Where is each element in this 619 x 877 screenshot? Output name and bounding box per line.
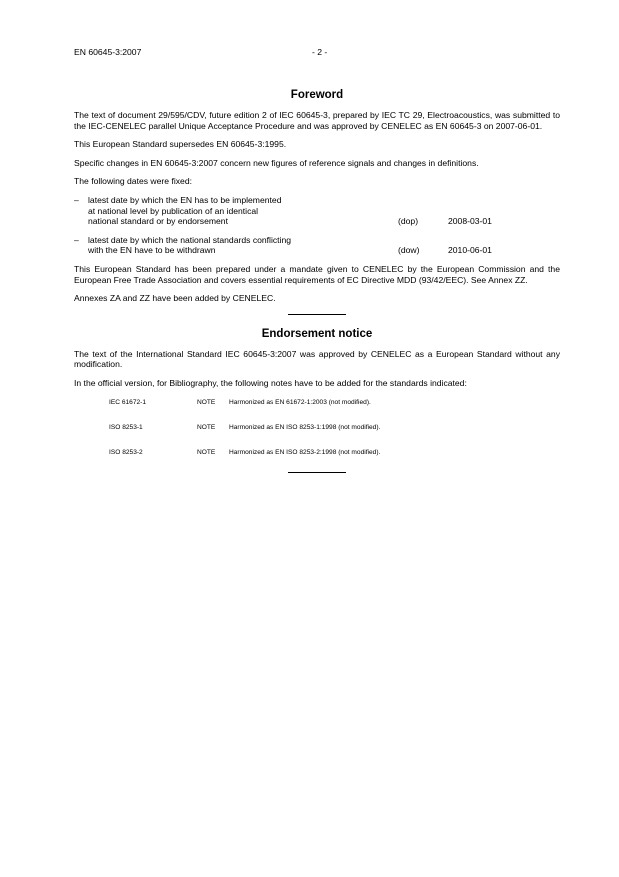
note-row bbox=[74, 422, 560, 434]
foreword-paragraph: The following dates were fixed: bbox=[74, 176, 192, 187]
section-separator bbox=[288, 472, 346, 473]
list-line: latest date by which the EN has to be implemented bbox=[88, 194, 282, 205]
endorsement-paragraph: In the official version, for Bibliography, the following notes have to be added for the standards indicated: bbox=[74, 377, 467, 388]
foreword-title: Foreword bbox=[290, 89, 344, 101]
foreword-paragraph: Specific changes in EN 60645-3:2007 concern new figures of reference signals and changes in definitions. bbox=[74, 157, 479, 168]
note-label: NOTE bbox=[197, 448, 216, 456]
page-content bbox=[74, 88, 560, 473]
list-dash: – bbox=[74, 234, 79, 245]
notes-list bbox=[74, 397, 560, 459]
note-row bbox=[74, 447, 560, 459]
note-text: Harmonized as EN ISO 8253-1:1998 (not modified). bbox=[229, 423, 381, 431]
list-dash: – bbox=[74, 194, 79, 205]
date-value: 2010-06-01 bbox=[448, 245, 492, 256]
note-label: NOTE bbox=[197, 423, 216, 431]
list-item-dow bbox=[74, 235, 560, 256]
foreword-paragraph: This European Standard has been prepared under a mandate given to CENELEC by the European Commission and the European Free Trade Association and covers essential requirements of EC Directive MDD (93/42/EEC). See Annex ZZ. bbox=[74, 263, 560, 285]
note-standard: ISO 8253-2 bbox=[109, 448, 143, 456]
list-line: national standard or by endorsement bbox=[88, 216, 228, 227]
section-separator bbox=[288, 314, 346, 315]
foreword-paragraph: This European Standard supersedes EN 60645-3:1995. bbox=[74, 139, 287, 150]
list-line: latest date by which the national standards conflicting bbox=[88, 234, 292, 245]
page-header bbox=[74, 47, 554, 59]
note-label: NOTE bbox=[197, 398, 216, 406]
date-abbreviation: (dow) bbox=[398, 245, 420, 256]
date-value: 2008-03-01 bbox=[448, 216, 492, 227]
list-line: at national level by publication of an identical bbox=[88, 205, 259, 216]
page-number: - 2 - bbox=[312, 47, 328, 57]
note-row bbox=[74, 397, 560, 409]
foreword-paragraph: The text of document 29/595/CDV, future edition 2 of IEC 60645-3, prepared by IEC TC 29, Electroacoustics, was submitted to the IEC-CENELEC parallel Unique Acceptance Procedure and was approved by CENELEC as EN 60645-3 on 2007-06-01. bbox=[74, 110, 560, 131]
document-id: EN 60645-3:2007 bbox=[74, 47, 142, 57]
note-text: Harmonized as EN 61672-1:2003 (not modified). bbox=[229, 398, 371, 406]
dates-list bbox=[74, 195, 560, 256]
endorsement-title: Endorsement notice bbox=[261, 327, 373, 340]
note-standard: ISO 8253-1 bbox=[109, 423, 143, 431]
date-abbreviation: (dop) bbox=[398, 216, 419, 227]
list-last-line bbox=[88, 245, 560, 256]
list-item-dop bbox=[74, 195, 560, 227]
note-text: Harmonized as EN ISO 8253-2:1998 (not modified). bbox=[229, 448, 381, 456]
list-last-line bbox=[88, 216, 560, 227]
note-standard: IEC 61672-1 bbox=[109, 398, 147, 406]
endorsement-paragraph: The text of the International Standard IEC 60645-3:2007 was approved by CENELEC as a European Standard without any modification. bbox=[74, 348, 560, 370]
list-line: with the EN have to be withdrawn bbox=[88, 245, 216, 256]
foreword-paragraph: Annexes ZA and ZZ have been added by CENELEC. bbox=[74, 293, 276, 304]
